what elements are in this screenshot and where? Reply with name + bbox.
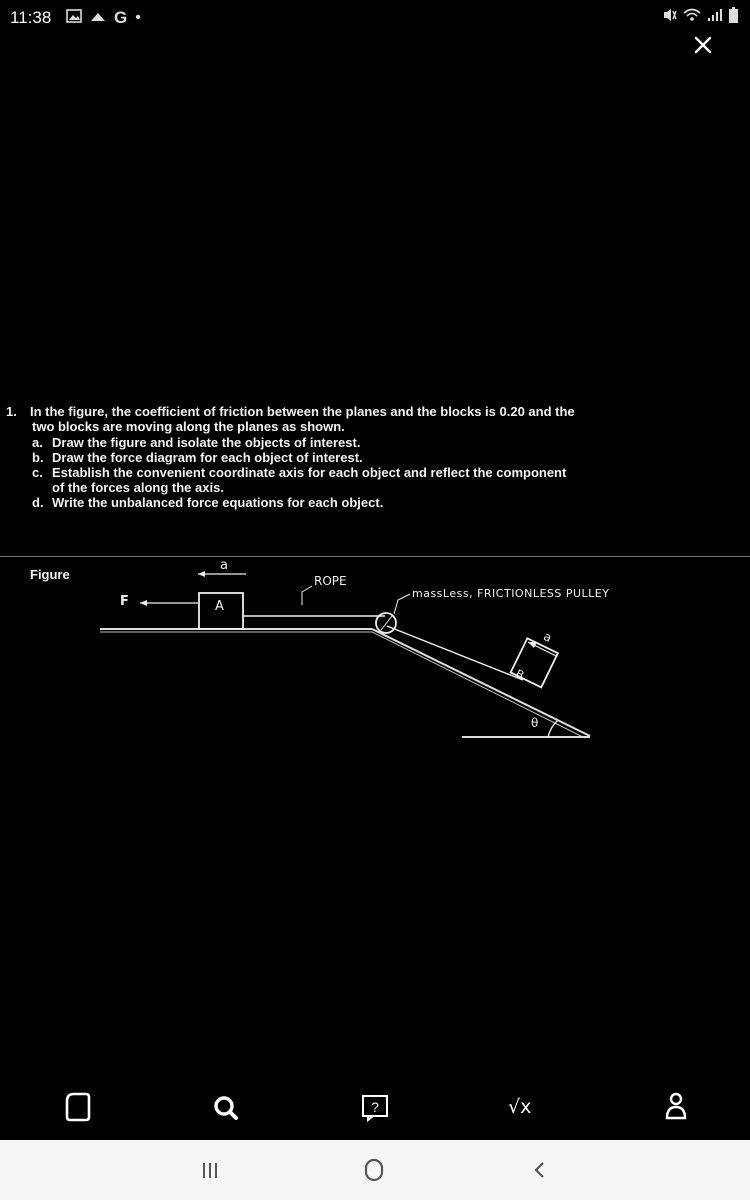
- pulley-label: massLess, FRICTIONLESS PULLEY: [412, 587, 610, 600]
- mute-icon: [663, 8, 677, 27]
- google-icon: G: [114, 8, 128, 27]
- bottom-toolbar: [0, 1085, 750, 1135]
- question-item: c. Establish the convenient coordinate axis for each object and reflect the component of the forces along the axis.: [32, 465, 567, 495]
- status-left-icons: [66, 8, 141, 28]
- question-item: d. Write the unbalanced force equations for each object.: [32, 495, 384, 510]
- home-button[interactable]: [354, 1154, 394, 1186]
- rope-pointer: [302, 586, 312, 605]
- question-line-2: two blocks are moving along the planes as shown.: [32, 419, 345, 434]
- accel-a-label: a: [220, 558, 228, 573]
- image-icon: [66, 9, 82, 28]
- question-item: b. Draw the force diagram for each object of interest.: [32, 450, 363, 465]
- question-number: 1.: [6, 404, 17, 419]
- status-bar: [0, 0, 750, 36]
- rope-label: ROPE: [314, 574, 347, 588]
- math-icon: √x: [508, 1096, 532, 1118]
- search-icon: [204, 1085, 248, 1129]
- profile-button[interactable]: [654, 1085, 698, 1129]
- figure-label: Figure: [30, 567, 70, 582]
- recent-apps-icon: [190, 1154, 230, 1186]
- battery-icon: [729, 7, 738, 28]
- help-card-button[interactable]: [352, 1085, 396, 1129]
- status-right-icons: [663, 7, 738, 28]
- accel-b-label: a: [541, 629, 555, 645]
- recent-apps-button[interactable]: [190, 1154, 230, 1186]
- svg-text:?: ?: [371, 1099, 379, 1115]
- pulley-pointer: [394, 594, 410, 614]
- question-line-1: In the figure, the coefficient of friction between the planes and the blocks is 0.20 and the: [30, 404, 575, 419]
- close-icon: [690, 32, 716, 58]
- search-button[interactable]: [204, 1085, 248, 1129]
- camera-crop-button[interactable]: [56, 1085, 100, 1129]
- divider: [0, 556, 750, 557]
- cloud-icon: [90, 9, 106, 27]
- profile-icon: [654, 1085, 698, 1129]
- math-button[interactable]: [504, 1085, 552, 1129]
- question-text: [6, 404, 744, 434]
- back-button[interactable]: [520, 1154, 560, 1186]
- force-label: F: [120, 594, 129, 609]
- block-a-label: A: [215, 599, 224, 614]
- home-icon: [354, 1154, 394, 1186]
- camera-crop-icon: [56, 1085, 100, 1129]
- status-time: 11:38: [10, 8, 52, 27]
- signal-icon: [707, 8, 723, 27]
- figure-drawing: [0, 560, 750, 750]
- block-b-label: B: [513, 667, 527, 682]
- angle-label: θ: [531, 716, 539, 730]
- physics-figure: [0, 560, 750, 750]
- dot-icon: •: [135, 9, 141, 26]
- navigation-bar: [0, 1140, 750, 1200]
- back-icon: [520, 1154, 560, 1186]
- wifi-icon: [683, 8, 701, 27]
- help-card-icon: [352, 1085, 396, 1129]
- question-item: a. Draw the figure and isolate the objects of interest.: [32, 435, 361, 450]
- rope-incline: [387, 626, 523, 680]
- close-button[interactable]: [690, 32, 716, 58]
